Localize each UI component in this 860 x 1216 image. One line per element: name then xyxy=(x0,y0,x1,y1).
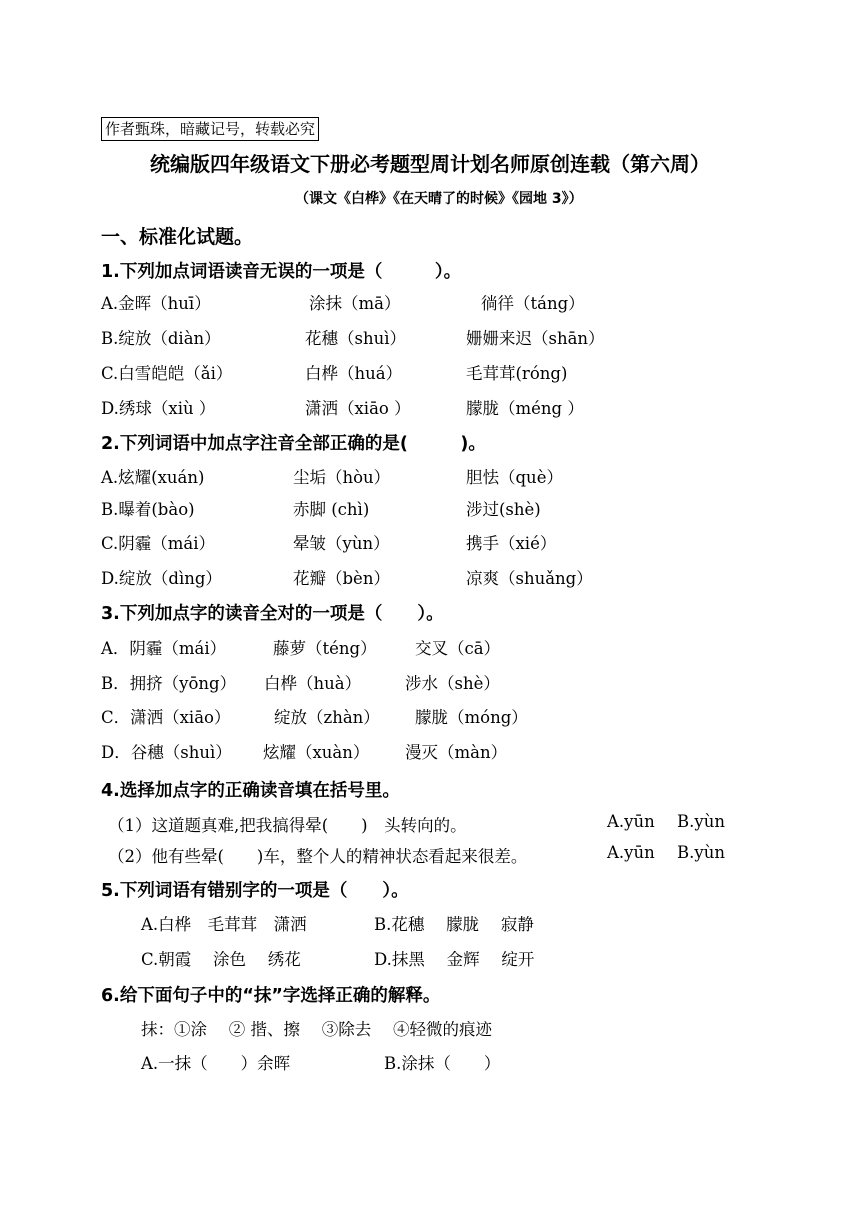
option-cell: 毛茸茸(róng) xyxy=(466,364,568,383)
option-cell: B．拥挤（yōng） xyxy=(101,674,237,693)
option-b: B.涂抹（ ） xyxy=(384,1054,501,1073)
option-cell: 尘垢（hòu） xyxy=(293,468,391,487)
choice-a: A.yūn xyxy=(607,812,655,831)
option-cell: 姗姗来迟（shān） xyxy=(466,329,605,348)
option-cell: 花穗（shuì） xyxy=(305,329,406,348)
option-a: A.一抹（ ）余晖 xyxy=(141,1054,291,1073)
option-cell: A.金晖（huī） xyxy=(101,294,211,313)
choice-b: B.yùn xyxy=(677,843,725,862)
option-cell: D．谷穗（shuì） xyxy=(101,743,232,762)
option-cell: 花瓣（bèn） xyxy=(293,569,390,588)
question-1-stem: 1.下列加点词语读音无误的一项是（ ）。 xyxy=(101,262,462,282)
option-cell: C．潇洒（xiāo） xyxy=(101,708,231,727)
question-4-stem: 4.选择加点字的正确读音填在括号里。 xyxy=(101,781,400,801)
option-cell: D.绽放（dìng） xyxy=(101,569,222,588)
option-cell: D.绣球（xiù ） xyxy=(101,399,216,418)
option-cell: 徜徉（táng） xyxy=(481,294,585,313)
option-cell: A.炫耀(xuán) xyxy=(101,468,205,487)
option-cell: 白桦（huà） xyxy=(264,674,362,693)
option-c: C.朝霞 涂色 绣花 xyxy=(141,950,301,969)
option-cell: 白桦（huá） xyxy=(305,364,403,383)
item-text: （1）这道题真难,把我搞得晕( ) 头转向的。 xyxy=(108,816,467,835)
option-d: D.抹黑 金辉 绽开 xyxy=(374,950,535,969)
option-cell: 凉爽（shuǎng） xyxy=(466,569,593,588)
option-cell: 涉水（shè） xyxy=(405,674,500,693)
option-cell: B.绽放（diàn） xyxy=(101,329,221,348)
option-cell: 交叉（cā） xyxy=(415,639,501,658)
question-3-stem: 3.下列加点字的读音全对的一项是（ ）。 xyxy=(101,604,444,624)
option-cell: 赤脚 (chì) xyxy=(293,500,370,519)
option-cell: 朦胧（móng） xyxy=(415,708,528,727)
page-subtitle: （课文《白桦》《在天晴了的时候》《园地 3》） xyxy=(295,191,583,207)
option-cell: 胆怯（què） xyxy=(466,468,563,487)
question-2-stem: 2.下列词语中加点字注音全部正确的是( )。 xyxy=(101,434,486,454)
option-cell: C.阴霾（mái） xyxy=(101,534,216,553)
option-cell: A．阴霾（mái） xyxy=(101,639,227,658)
question-5-stem: 5.下列词语有错别字的一项是（ ）。 xyxy=(101,881,409,901)
section-heading: 一、标准化试题。 xyxy=(101,226,254,248)
choice-b: B.yùn xyxy=(677,812,725,831)
option-cell: 晕皱（yùn） xyxy=(293,534,390,553)
question-6-definitions: 抹：①涂 ② 揩、擦 ③除去 ④轻微的痕迹 xyxy=(141,1020,492,1039)
option-cell: 涂抹（mā） xyxy=(309,294,401,313)
option-cell: 潇洒（xiāo ） xyxy=(305,399,411,418)
choice-a: A.yūn xyxy=(607,843,655,862)
item-text: （2）他有些晕( )车，整个人的精神状态看起来很差。 xyxy=(108,847,528,866)
option-cell: 炫耀（xuàn） xyxy=(263,743,370,762)
option-cell: B.曝着(bào) xyxy=(101,500,195,519)
option-cell: C.白雪皑皑（ǎi） xyxy=(101,364,233,383)
option-cell: 藤萝（téng） xyxy=(273,639,377,658)
option-cell: 朦胧（méng ） xyxy=(466,399,584,418)
question-6-stem: 6.给下面句子中的“抹”字选择正确的解释。 xyxy=(101,986,441,1006)
page-title: 统编版四年级语文下册必考题型周计划名师原创连载（第六周） xyxy=(150,152,710,176)
author-note: 作者甄珠，暗藏记号，转载必究 xyxy=(101,117,319,141)
option-cell: 漫灭（màn） xyxy=(405,743,508,762)
option-a: A.白桦 毛茸茸 潇洒 xyxy=(141,915,307,934)
option-b: B.花穗 朦胧 寂静 xyxy=(374,915,534,934)
option-cell: 涉过(shè) xyxy=(466,500,541,519)
option-cell: 绽放（zhàn） xyxy=(274,708,380,727)
option-cell: 携手（xié） xyxy=(466,534,557,553)
